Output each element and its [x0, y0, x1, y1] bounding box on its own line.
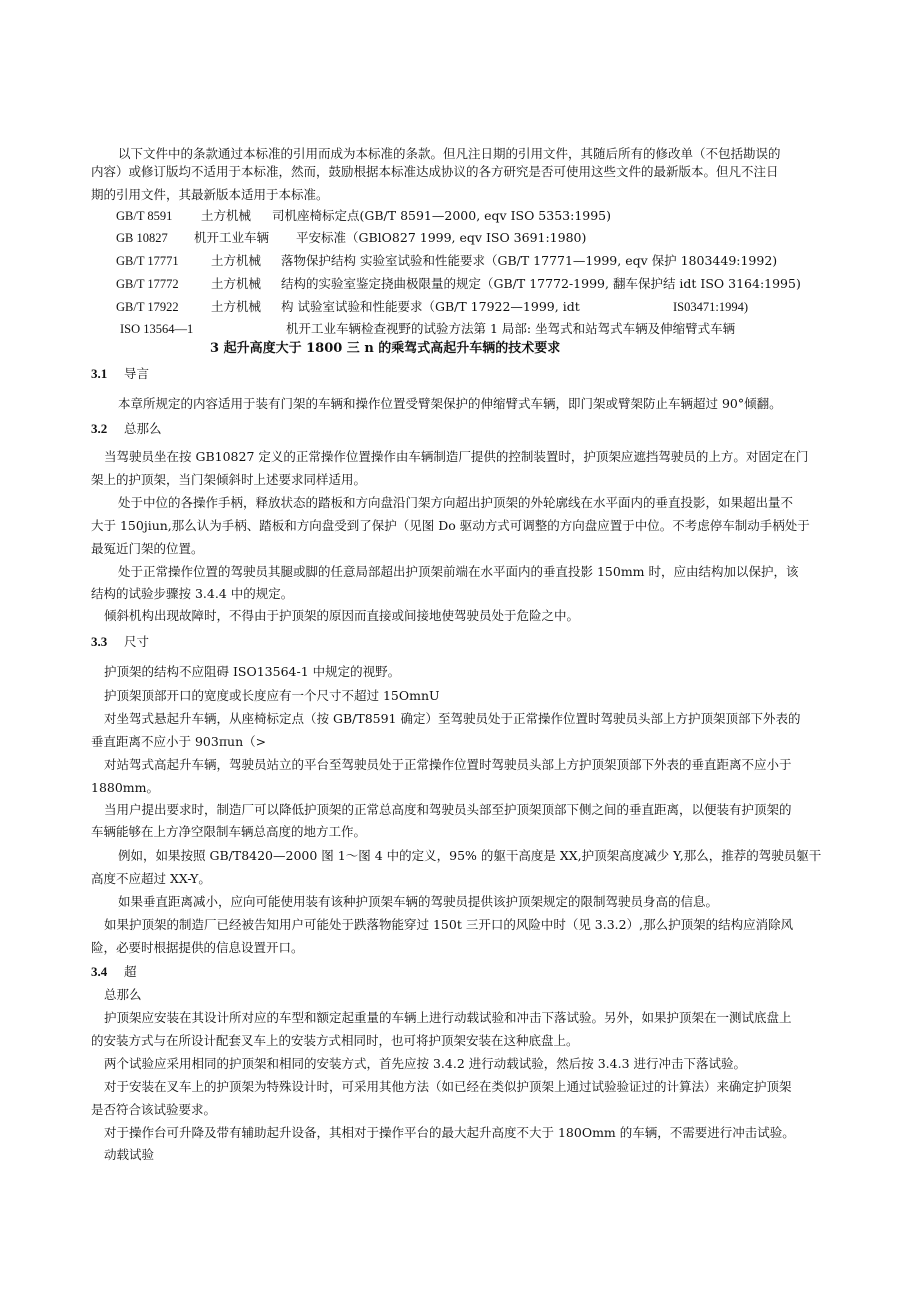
subsection-title: 动载试验 — [104, 1147, 155, 1162]
reference-category: 土方机械 — [211, 253, 262, 268]
paragraph: 本章所规定的内容适用于装有门架的车辆和操作位置受臂架保护的伸缩臂式车辆，即门架或臂架防止车辆超过 90°倾翻。 — [118, 396, 782, 411]
paragraph: 险，必要时根据提供的信息设置开口。 — [91, 940, 304, 955]
chapter-title: 3 起升高度大于 1800 三 n 的乘驾式高起升车辆的技术要求 — [210, 341, 561, 356]
section-title: 尺寸 — [124, 634, 150, 649]
reference-title: 司机座椅标定点(GB/T 8591—2000, eqv ISO 5353:1995) — [272, 208, 612, 223]
reference-category: 土方机械 — [211, 276, 262, 291]
subsection-title: 总那么 — [104, 987, 142, 1002]
section-number: 3.3 — [91, 634, 108, 649]
intro-line-1: 以下文件中的条款通过本标准的引用而成为本标准的条款。但凡注日期的引用文件，其随后所有的修改单（不包括勘误的 — [118, 146, 781, 161]
paragraph: 如果垂直距离减小，应向可能使用装有该种护顶架车辆的驾驶员提供该护顶架规定的限制驾驶员身高的信息。 — [118, 894, 719, 909]
paragraph: 对站驾式高起升车辆，驾驶员站立的平台至驾驶员处于正常操作位置时驾驶员头部上方护顶架顶部下外表的垂直距离不应小于 — [104, 757, 792, 772]
section-number: 3.2 — [91, 421, 108, 436]
reference-code: GB/T 17922 — [116, 300, 179, 314]
reference-code: GB/T 17772 — [116, 277, 179, 291]
section-title: 总那么 — [124, 421, 162, 436]
paragraph: 最冤近门架的位置。 — [91, 541, 204, 556]
paragraph: 两个试验应采用相同的护顶架和相同的安装方式，首先应按 3.4.2 进行动载试验，然后按 3.4.3 进行冲击下落试验。 — [104, 1056, 747, 1071]
paragraph: 当驾驶员坐在按 GB10827 定义的正常操作位置操作由车辆制造厂提供的控制装置时，护顶架应遮挡驾驶员的上方。对固定在门 — [104, 449, 809, 464]
paragraph: 护顶架应安装在其设计所对应的车型和额定起重量的车辆上进行动载试验和冲击下落试验。另外，如果护顶架在一测试底盘上 — [104, 1010, 792, 1025]
paragraph: 处于正常操作位置的驾驶员其腿或脚的任意局部超出护顶架前端在水平面内的垂直投影 150mm 时，应由结构加以保护，该 — [118, 564, 799, 579]
reference-code: GB 10827 — [116, 231, 168, 245]
paragraph: 车辆能够在上方净空限制车辆总高度的地方工作。 — [91, 824, 367, 839]
intro-line-3: 期的引用文件，其最新版本适用于本标准。 — [91, 187, 329, 202]
paragraph: 1880mm。 — [91, 780, 160, 795]
paragraph: 架上的护顶架，当门架倾斜时上述要求同样适用。 — [91, 472, 367, 487]
reference-category: 机开工业车辆 — [194, 230, 270, 245]
reference-title: 落物保护结构 实验室试验和性能要求（GB/T 17771—1999, eqv 保护 1803449:1992) — [281, 253, 778, 268]
paragraph: 是否符合该试验要求。 — [91, 1102, 217, 1117]
section-number: 3.1 — [91, 366, 108, 381]
paragraph: 对于安装在叉车上的护顶架为特殊设计时，可采用其他方法（如已经在类似护顶架上通过试验验证过的计算法）来确定护顶架 — [104, 1079, 792, 1094]
paragraph: 护顶架的结构不应阻碍 ISO13564-1 中规定的视野。 — [104, 664, 401, 679]
paragraph: 当用户提出要求时，制造厂可以降低护顶架的正常总高度和驾驶员头部至护顶架顶部下侧之间的垂直距离，以便装有护顶架的 — [104, 802, 792, 817]
paragraph: 倾斜机构出现故障时，不得由于护顶架的原因而直接或间接地使驾驶员处于危险之中。 — [104, 608, 580, 623]
paragraph: 对坐驾式悬起升车辆，从座椅标定点（按 GB/T8591 确定）至驾驶员处于正常操作位置时驾驶员头部上方护顶架顶部下外表的 — [104, 711, 801, 726]
paragraph: 结构的试验步骤按 3.4.4 中的规定。 — [91, 586, 294, 601]
section-number: 3.4 — [91, 964, 108, 979]
reference-category: 土方机械 — [211, 299, 262, 314]
paragraph: 例如，如果按照 GB/T8420—2000 图 1～图 4 中的定义，95% 的躯干高度是 XX,护顶架高度减少 Y,那么，推荐的驾驶员躯干 — [118, 848, 822, 863]
paragraph: 如果护顶架的制造厂已经被告知用户可能处于跌落物能穿过 150t 三开口的风险中时（见 3.3.2）,那么护顶架的结构应消除风 — [104, 917, 794, 932]
paragraph: 护顶架顶部开口的宽度或长度应有一个尺寸不超过 15OmnU — [104, 688, 440, 703]
paragraph: 处于中位的各操作手柄，释放状态的踏板和方向盘沿门架方向超出护顶架的外轮廓线在水平面内的垂直投影，如果超出量不 — [118, 495, 794, 510]
paragraph: 垂直距离不应小于 903πun（> — [91, 734, 267, 749]
section-title: 导言 — [124, 366, 150, 381]
reference-title: 结构的实验室鉴定挠曲极限量的规定（GB/T 17772-1999, 翻车保护结 idt ISO 3164:1995) — [281, 276, 801, 291]
reference-title-cont: IS03471:1994) — [673, 300, 748, 314]
reference-title: 平安标准（GBlO827 1999, eqv ISO 3691:1980) — [296, 230, 587, 245]
reference-category: 土方机械 — [201, 208, 252, 223]
paragraph: 大于 150jiun,那么认为手柄、踏板和方向盘受到了保护（见图 Do 驱动方式可调整的方向盘应置于中位。不考虑停车制动手柄处于 — [91, 518, 810, 533]
section-title: 超 — [124, 964, 137, 979]
reference-code: GB/T 8591 — [116, 209, 173, 223]
reference-code: GB/T 17771 — [116, 254, 179, 268]
reference-code: ISO 13564—1 — [120, 322, 194, 336]
paragraph: 对于操作台可升降及带有辅助起升设备，其相对于操作平台的最大起升高度不大于 180Omm 的车辆，不需要进行冲击试验。 — [104, 1125, 795, 1140]
paragraph: 高度不应超过 XX-Y。 — [91, 871, 211, 886]
reference-title: 构 试验室试验和性能要求（GB/T 17922—1999, idt — [281, 299, 580, 314]
paragraph: 的安装方式与在所设计配套叉车上的安装方式相同时，也可将护顶架安装在这种底盘上。 — [91, 1033, 579, 1048]
intro-line-2: 内容）或修订版均不适用于本标准，然而，鼓励根据本标准达成协议的各方研究是否可使用这些文件的最新版本。但凡不注日 — [91, 164, 779, 179]
reference-title: 机开工业车辆检查视野的试验方法第 1 局部: 坐驾式和站驾式车辆及伸缩臂式车辆 — [286, 321, 736, 336]
